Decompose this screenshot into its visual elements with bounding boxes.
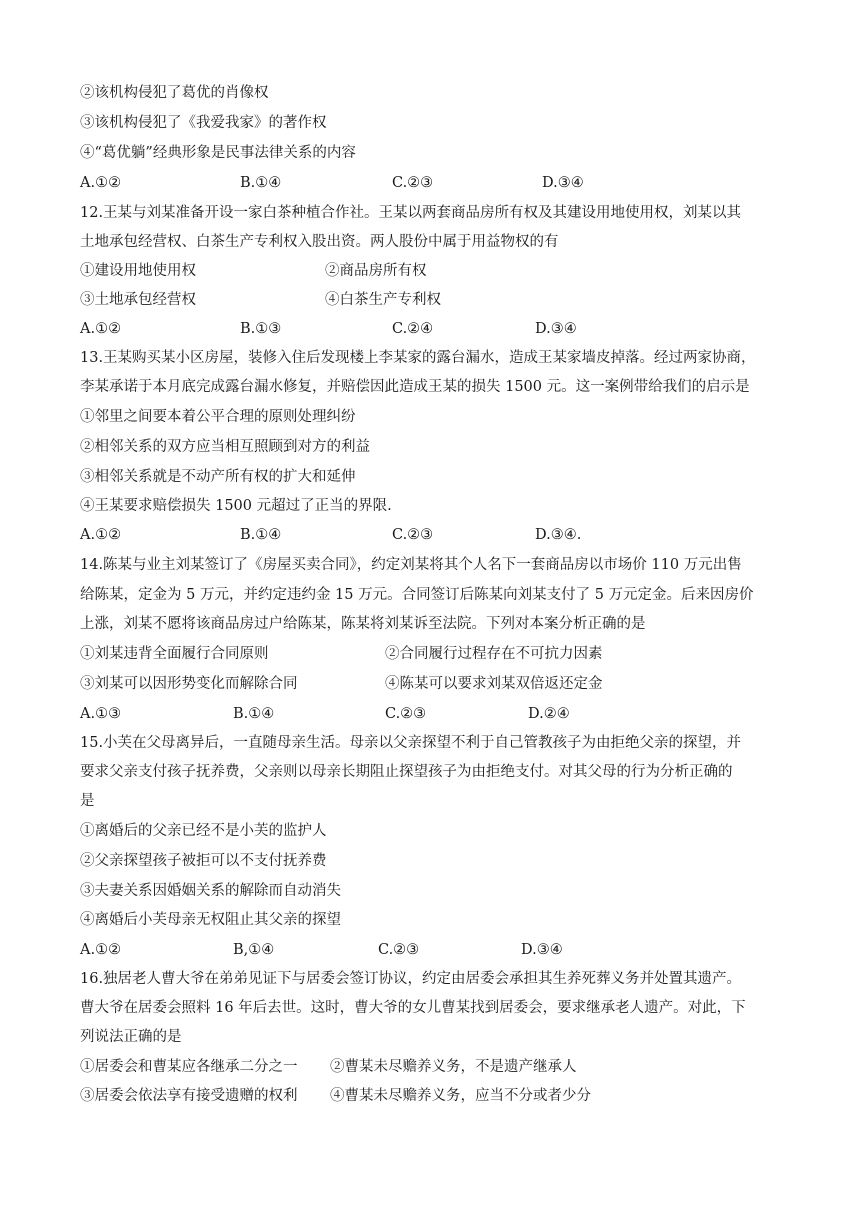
q14-option-b: B.①④ [233,706,275,722]
q14-stem-line-3: 上涨，刘某不愿将该商品房过户给陈某，陈某将刘某诉至法院。下列对本案分析正确的是 [80,616,646,632]
q13-stem-line-1: 13.王某购买某小区房屋，装修入住后发现楼上李某家的露台漏水，造成王某家墙皮掉落。经过两家协商， [80,350,756,366]
q12-statement-3: ③土地承包经营权 [80,292,196,308]
q15-stem-line-2: 要求父亲支付孩子抚养费，父亲则以母亲长期阻止探望孩子为由拒绝支付。对其父母的行为分析正确的 [80,764,733,780]
q16-statement-2: ②曹某未尽赡养义务，不是遗产继承人 [330,1059,577,1075]
q14-stem-line-1: 14.陈某与业主刘某签订了《房屋买卖合同》，约定刘某将其个人名下一套商品房以市场价 110 万元出售 [80,557,742,573]
q14-statement-4: ④陈某可以要求刘某双倍返还定金 [385,676,603,692]
q16-statement-1: ①居委会和曹某应各继承二分之一 [80,1059,298,1075]
q12-stem-line-2: 土地承包经营权、白茶生产专利权入股出资。两人股份中属于用益物权的有 [80,234,559,250]
q13-statement-2: ②相邻关系的双方应当相互照顾到对方的利益 [80,439,370,455]
q16-stem-line-1: 16.独居老人曹大爷在弟弟见证下与居委会签订协议，约定由居委会承担其生养死葬义务并处置其遗产。 [80,971,742,987]
q13-statement-4: ④王某要求赔偿损失 1500 元超过了正当的界限. [80,498,392,514]
q13-option-c: C.②③ [392,527,434,543]
q11-statement-4: ④“葛优躺”经典形象是民事法律关系的内容 [80,145,356,161]
q12-statement-1: ①建设用地使用权 [80,263,196,279]
q14-statement-3: ③刘某可以因形势变化而解除合同 [80,676,298,692]
q13-statement-3: ③相邻关系就是不动产所有权的扩大和延伸 [80,469,356,485]
q11-statement-2: ②该机构侵犯了葛优的肖像权 [80,85,269,101]
q14-stem-line-2: 给陈某，定金为 5 万元，并约定违约金 15 万元。合同签订后陈某向刘某支付了 5 万元定金。后来因房价 [80,587,754,603]
q16-stem-line-2: 曹大爷在居委会照料 16 年后去世。这时，曹大爷的女儿曹某找到居委会，要求继承老人遗产。对此，下 [80,1000,746,1016]
q12-option-c: C.②④ [392,321,434,337]
q15-stem-line-3: 是 [80,793,95,809]
q13-stem-line-2: 李某承诺于本月底完成露台漏水修复，并赔偿因此造成王某的损失 1500 元。这一案例带给我们的启示是 [80,379,750,395]
q12-statement-2: ②商品房所有权 [325,263,427,279]
q11-option-b: B.①④ [240,175,282,191]
q15-stem-line-1: 15.小芙在父母离异后，一直随母亲生活。母亲以父亲探望不利于自己管教孩子为由拒绝父亲的探望，并 [80,735,742,751]
q13-statement-1: ①邻里之间要本着公平合理的原则处理纠纷 [80,409,356,425]
q15-statement-1: ①离婚后的父亲已经不是小芙的监护人 [80,823,327,839]
q12-statement-4: ④白茶生产专利权 [325,292,441,308]
q12-option-b: B.①③ [240,321,282,337]
q11-option-a: A.①② [80,175,122,191]
q14-option-a: A.①③ [80,706,122,722]
q16-statement-3: ③居委会依法享有接受遗赠的权利 [80,1088,298,1104]
q15-option-c: C.②③ [378,942,420,958]
q11-option-d: D.③④ [542,175,584,191]
q14-statement-1: ①刘某违背全面履行合同原则 [80,646,269,662]
q13-option-d: D.③④. [535,527,582,543]
q14-option-c: C.②③ [385,706,427,722]
q14-option-d: D.②④ [528,706,570,722]
q11-statement-3: ③该机构侵犯了《我爱我家》的著作权 [80,115,327,131]
q14-statement-2: ②合同履行过程存在不可抗力因素 [385,646,603,662]
q15-statement-4: ④离婚后小芙母亲无权阻止其父亲的探望 [80,912,341,928]
q13-option-b: B.①④ [240,527,282,543]
q15-option-a: A.①② [80,942,122,958]
q15-option-b: B,①④ [233,942,275,958]
q12-option-a: A.①② [80,321,122,337]
q15-statement-3: ③夫妻关系因婚姻关系的解除而自动消失 [80,883,341,899]
q12-stem-line-1: 12.王某与刘某准备开设一家白茶种植合作社。王某以两套商品房所有权及其建设用地使用权，刘某以其 [80,205,742,221]
q13-option-a: A.①② [80,527,122,543]
q16-statement-4: ④曹某未尽赡养义务，应当不分或者少分 [330,1088,591,1104]
q15-option-d: D.③④ [521,942,563,958]
q11-option-c: C.②③ [392,175,434,191]
q16-stem-line-3: 列说法正确的是 [80,1029,182,1045]
q15-statement-2: ②父亲探望孩子被拒可以不支付抚养费 [80,853,327,869]
q12-option-d: D.③④ [535,321,577,337]
